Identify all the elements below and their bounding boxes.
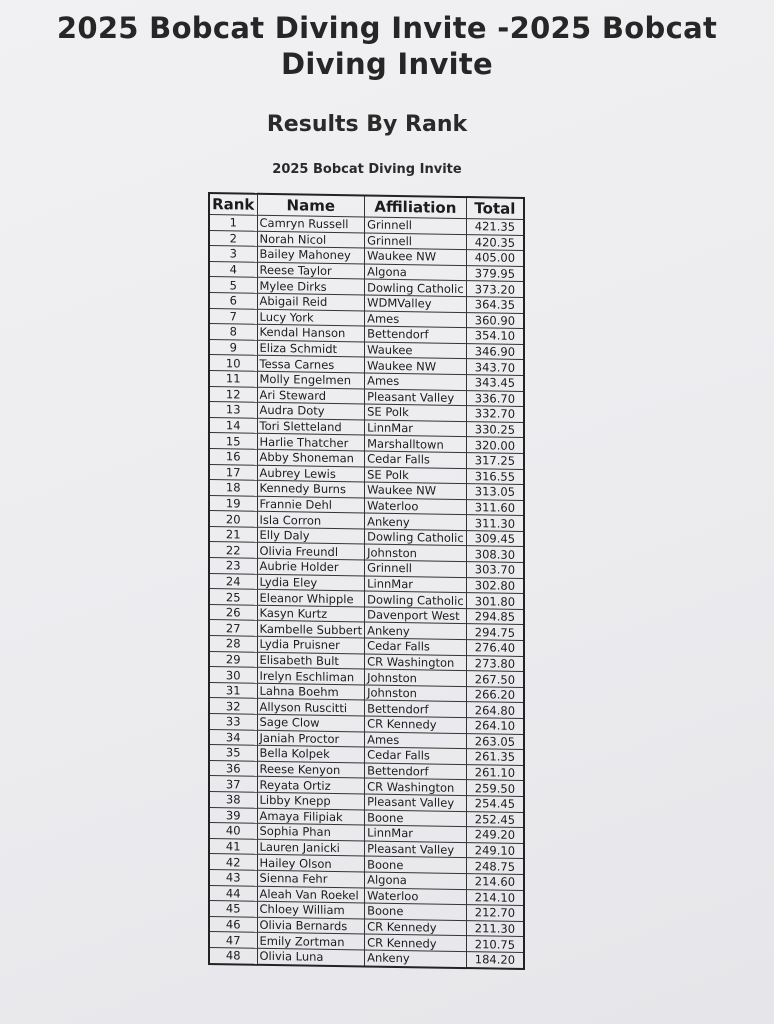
cell-rank: 25 (209, 589, 257, 605)
cell-name: Molly Engelmen (257, 371, 365, 388)
cell-rank: 11 (209, 370, 257, 386)
cell-total: 249.10 (466, 842, 524, 859)
cell-rank: 4 (209, 261, 257, 277)
cell-rank: 21 (209, 526, 257, 542)
cell-rank: 37 (209, 776, 257, 792)
cell-name: Kendal Hanson (257, 324, 365, 341)
cell-total: 346.90 (466, 343, 524, 360)
cell-affiliation: Johnston (365, 685, 467, 702)
cell-rank: 14 (209, 417, 257, 433)
cell-name: Eliza Schmidt (257, 340, 365, 357)
column-header-affiliation: Affiliation (365, 195, 467, 218)
cell-affiliation: CR Kennedy (365, 716, 467, 733)
cell-name: Ari Steward (257, 387, 365, 404)
cell-affiliation: Dowling Catholic (365, 529, 467, 546)
cell-total: 266.20 (466, 686, 524, 703)
cell-name: Abigail Reid (257, 293, 365, 310)
cell-name: Harlie Thatcher (257, 434, 365, 451)
cell-total: 405.00 (466, 250, 524, 267)
cell-total: 330.25 (466, 421, 524, 438)
cell-rank: 15 (209, 433, 257, 449)
cell-name: Olivia Bernards (257, 917, 365, 934)
cell-name: Libby Knepp (257, 792, 365, 809)
cell-total: 316.55 (466, 468, 524, 485)
cell-name: Hailey Olson (257, 855, 365, 872)
cell-affiliation: SE Polk (365, 404, 467, 421)
cell-name: Lydia Eley (257, 574, 365, 591)
cell-affiliation: Ankeny (365, 950, 467, 968)
cell-affiliation: Grinnell (365, 233, 467, 250)
cell-affiliation: Waukee NW (365, 248, 467, 265)
cell-name: Reyata Ortiz (257, 777, 365, 794)
cell-rank: 2 (209, 230, 257, 246)
cell-rank: 18 (209, 480, 257, 496)
cell-rank: 42 (209, 854, 257, 870)
cell-rank: 39 (209, 807, 257, 823)
cell-total: 254.45 (466, 796, 524, 813)
cell-name: Tori Sletteland (257, 418, 365, 435)
cell-total: 214.10 (466, 889, 524, 906)
cell-affiliation: LinnMar (365, 420, 467, 437)
cell-name: Aubrey Lewis (257, 465, 365, 482)
cell-total: 294.85 (466, 608, 524, 625)
cell-name: Sage Clow (257, 714, 365, 731)
cell-rank: 30 (209, 667, 257, 683)
cell-affiliation: Cedar Falls (365, 638, 467, 655)
cell-total: 259.50 (466, 780, 524, 797)
cell-total: 301.80 (466, 593, 524, 610)
cell-total: 379.95 (466, 265, 524, 282)
cell-affiliation: LinnMar (365, 825, 467, 842)
cell-affiliation: Ames (365, 311, 467, 328)
cell-rank: 1 (209, 215, 257, 231)
cell-total: 252.45 (466, 811, 524, 828)
cell-rank: 48 (209, 947, 257, 964)
meet-name: 2025 Bobcat Diving Invite (272, 162, 462, 177)
cell-total: 267.50 (466, 671, 524, 688)
cell-name: Kennedy Burns (257, 480, 365, 497)
cell-affiliation: Dowling Catholic (365, 279, 467, 296)
cell-name: Tessa Carnes (257, 356, 365, 373)
cell-rank: 19 (209, 495, 257, 511)
cell-total: 248.75 (466, 858, 524, 875)
cell-rank: 20 (209, 511, 257, 527)
cell-affiliation: Johnston (365, 544, 467, 561)
cell-rank: 47 (209, 932, 257, 948)
cell-affiliation: Algona (365, 872, 467, 889)
cell-affiliation: Boone (365, 856, 467, 873)
cell-rank: 41 (209, 838, 257, 854)
cell-total: 354.10 (466, 328, 524, 345)
cell-rank: 32 (209, 698, 257, 714)
results-table-wrapper (208, 192, 525, 969)
cell-total: 311.60 (466, 499, 524, 516)
cell-affiliation: Pleasant Valley (365, 841, 467, 858)
cell-total: 212.70 (466, 905, 524, 922)
cell-affiliation: WDMValley (365, 295, 467, 312)
cell-rank: 33 (209, 714, 257, 730)
cell-affiliation: Bettendorf (365, 763, 467, 780)
cell-affiliation: Marshalltown (365, 435, 467, 452)
cell-name: Olivia Freundl (257, 543, 365, 560)
cell-affiliation: Algona (365, 264, 467, 281)
cell-name: Sophia Phan (257, 823, 365, 840)
column-header-name: Name (257, 194, 365, 217)
cell-affiliation: Ankeny (365, 622, 467, 639)
cell-affiliation: Waukee (365, 342, 467, 359)
cell-total: 336.70 (466, 390, 524, 407)
cell-name: Camryn Russell (257, 215, 365, 232)
column-header-total: Total (466, 197, 524, 219)
cell-total: 276.40 (466, 640, 524, 657)
cell-rank: 8 (209, 324, 257, 340)
cell-total: 420.35 (466, 234, 524, 251)
cell-total: 184.20 (466, 951, 524, 968)
cell-name: Reese Taylor (257, 262, 365, 279)
cell-rank: 43 (209, 869, 257, 885)
cell-total: 264.10 (466, 718, 524, 735)
cell-affiliation: Johnston (365, 669, 467, 686)
cell-total: 421.35 (466, 219, 524, 236)
cell-name: Aleah Van Roekel (257, 886, 365, 903)
cell-total: 343.45 (466, 374, 524, 391)
cell-affiliation: LinnMar (365, 576, 467, 593)
cell-name: Audra Doty (257, 402, 365, 419)
cell-affiliation: Pleasant Valley (365, 794, 467, 811)
cell-rank: 5 (209, 277, 257, 293)
cell-rank: 35 (209, 745, 257, 761)
cell-rank: 17 (209, 464, 257, 480)
cell-name: Kasyn Kurtz (257, 605, 365, 622)
cell-total: 309.45 (466, 530, 524, 547)
cell-affiliation: Boone (365, 810, 467, 827)
cell-affiliation: Waukee NW (365, 482, 467, 499)
cell-total: 303.70 (466, 562, 524, 579)
cell-total: 308.30 (466, 546, 524, 563)
cell-name: Isla Corron (257, 512, 365, 529)
cell-name: Chloey William (257, 901, 365, 918)
cell-affiliation: Bettendorf (365, 326, 467, 343)
cell-total: 373.20 (466, 281, 524, 298)
cell-name: Norah Nicol (257, 231, 365, 248)
cell-total: 263.05 (466, 733, 524, 750)
cell-total: 343.70 (466, 359, 524, 376)
cell-rank: 44 (209, 885, 257, 901)
cell-affiliation: Ames (365, 373, 467, 390)
cell-affiliation: Ankeny (365, 513, 467, 530)
cell-total: 211.30 (466, 920, 524, 937)
page-title: 2025 Bobcat Diving Invite -2025 Bobcat Diving Invite (56, 11, 718, 81)
cell-name: Elisabeth Bult (257, 652, 365, 669)
cell-affiliation: Grinnell (365, 560, 467, 577)
cell-affiliation: Cedar Falls (365, 451, 467, 468)
cell-total: 313.05 (466, 484, 524, 501)
cell-total: 214.60 (466, 873, 524, 890)
cell-affiliation: CR Kennedy (365, 919, 467, 936)
cell-rank: 12 (209, 386, 257, 402)
cell-rank: 24 (209, 573, 257, 589)
cell-affiliation: CR Washington (365, 654, 467, 671)
cell-total: 332.70 (466, 406, 524, 423)
cell-total: 360.90 (466, 312, 524, 329)
cell-affiliation: Davenport West (365, 607, 467, 624)
cell-affiliation: Waukee NW (365, 357, 467, 374)
cell-name: Lauren Janicki (257, 839, 365, 856)
cell-rank: 23 (209, 558, 257, 574)
cell-name: Abby Shoneman (257, 449, 365, 466)
column-header-rank: Rank (209, 193, 257, 215)
cell-name: Amaya Filipiak (257, 808, 365, 825)
results-table (208, 192, 525, 969)
cell-total: 273.80 (466, 655, 524, 672)
cell-name: Emily Zortman (257, 933, 365, 950)
cell-name: Bailey Mahoney (257, 246, 365, 263)
cell-rank: 16 (209, 448, 257, 464)
cell-affiliation: Pleasant Valley (365, 388, 467, 405)
cell-name: Kambelle Subbert (257, 621, 365, 638)
cell-affiliation: CR Washington (365, 778, 467, 795)
cell-affiliation: SE Polk (365, 466, 467, 483)
cell-affiliation: Bettendorf (365, 700, 467, 717)
cell-affiliation: Waterloo (365, 887, 467, 904)
cell-affiliation: Cedar Falls (365, 747, 467, 764)
cell-total: 261.35 (466, 749, 524, 766)
cell-rank: 46 (209, 916, 257, 932)
cell-name: Irelyn Eschliman (257, 667, 365, 684)
cell-rank: 40 (209, 823, 257, 839)
cell-total: 261.10 (466, 764, 524, 781)
cell-name: Sienna Fehr (257, 870, 365, 887)
cell-affiliation: CR Kennedy (365, 934, 467, 951)
cell-rank: 7 (209, 308, 257, 324)
cell-total: 317.25 (466, 452, 524, 469)
cell-total: 320.00 (466, 437, 524, 454)
cell-rank: 29 (209, 651, 257, 667)
cell-name: Eleanor Whipple (257, 590, 365, 607)
cell-affiliation: Grinnell (365, 217, 467, 234)
cell-name: Reese Kenyon (257, 761, 365, 778)
cell-rank: 9 (209, 339, 257, 355)
cell-rank: 31 (209, 682, 257, 698)
cell-affiliation: Ames (365, 732, 467, 749)
cell-rank: 26 (209, 604, 257, 620)
cell-name: Lydia Pruisner (257, 636, 365, 653)
cell-total: 249.20 (466, 827, 524, 844)
report-subtitle: Results By Rank (266, 112, 468, 137)
cell-name: Aubrie Holder (257, 558, 365, 575)
cell-total: 210.75 (466, 936, 524, 953)
cell-rank: 36 (209, 760, 257, 776)
cell-total: 364.35 (466, 297, 524, 314)
cell-name: Lahna Boehm (257, 683, 365, 700)
cell-rank: 34 (209, 729, 257, 745)
cell-rank: 45 (209, 901, 257, 917)
cell-name: Frannie Dehl (257, 496, 365, 513)
cell-affiliation: Waterloo (365, 498, 467, 515)
cell-name: Elly Daly (257, 527, 365, 544)
cell-affiliation: Dowling Catholic (365, 591, 467, 608)
cell-total: 302.80 (466, 577, 524, 594)
cell-rank: 22 (209, 542, 257, 558)
cell-rank: 3 (209, 246, 257, 262)
cell-name: Bella Kolpek (257, 745, 365, 762)
cell-affiliation: Boone (365, 903, 467, 920)
cell-rank: 10 (209, 355, 257, 371)
cell-name: Janiah Proctor (257, 730, 365, 747)
cell-total: 264.80 (466, 702, 524, 719)
cell-name: Olivia Luna (257, 948, 365, 966)
cell-name: Allyson Ruscitti (257, 699, 365, 716)
cell-rank: 6 (209, 292, 257, 308)
cell-rank: 13 (209, 402, 257, 418)
cell-name: Mylee Dirks (257, 278, 365, 295)
cell-rank: 27 (209, 620, 257, 636)
cell-rank: 28 (209, 636, 257, 652)
cell-name: Lucy York (257, 309, 365, 326)
cell-rank: 38 (209, 791, 257, 807)
cell-total: 294.75 (466, 624, 524, 641)
cell-total: 311.30 (466, 515, 524, 532)
